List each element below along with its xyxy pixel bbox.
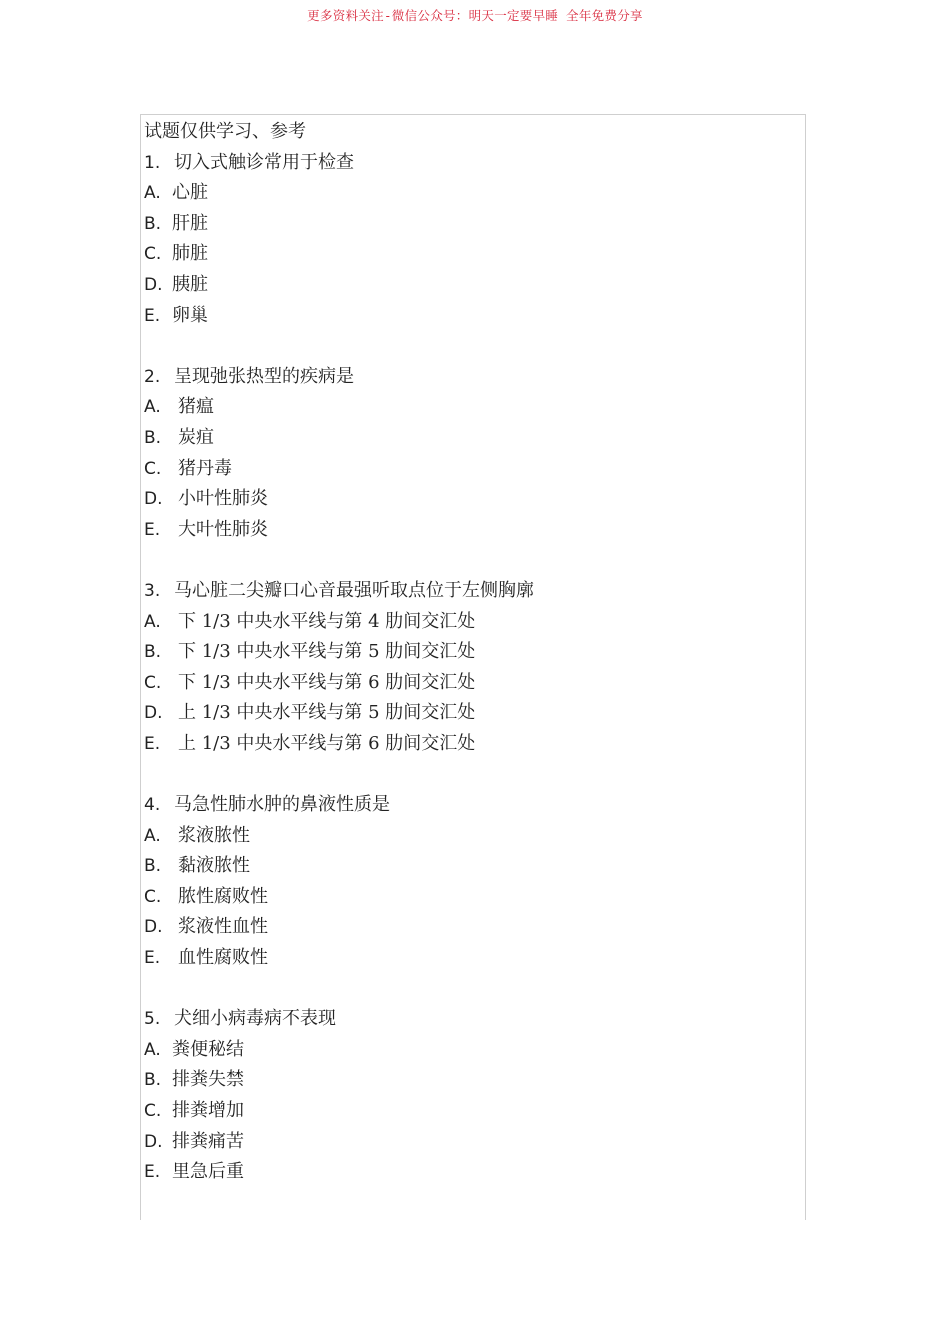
question-block: [144, 1004, 794, 1188]
option-line: [144, 1065, 794, 1096]
option-line: [144, 239, 794, 270]
option-letter: A.: [144, 611, 161, 632]
option-letter: B.: [144, 642, 162, 663]
spacer: [144, 545, 794, 576]
option-text: 肺脏: [172, 243, 208, 265]
spacer: [144, 759, 794, 790]
question-line: [144, 1004, 794, 1035]
option-text: 下 1/3 中央水平线与第 5 肋间交汇处: [178, 641, 476, 663]
option-letter: B.: [144, 856, 162, 877]
question-number: 1.: [144, 152, 161, 173]
option-text: 浆液脓性: [178, 824, 250, 846]
question-block: [144, 148, 794, 332]
option-text: 排粪增加: [172, 1100, 244, 1121]
question-line: [144, 362, 794, 393]
option-text: 猪瘟: [178, 396, 214, 418]
question-block: [144, 576, 794, 760]
option-text: 上 1/3 中央水平线与第 5 肋间交汇处: [178, 702, 476, 724]
option-line: [144, 729, 794, 760]
option-line: [144, 912, 794, 943]
question-line: [144, 148, 794, 179]
notice-text: 试题仅供学习、参考: [144, 121, 306, 142]
option-text: 胰脏: [172, 273, 208, 295]
option-text: 血性腐败性: [178, 947, 268, 969]
option-line: [144, 392, 794, 423]
option-text: 卵巢: [172, 304, 208, 326]
option-line: [144, 515, 794, 546]
option-letter: A.: [144, 1039, 161, 1060]
question-number: 4.: [144, 795, 161, 816]
option-text: 炭疽: [178, 426, 214, 448]
option-line: [144, 1127, 794, 1158]
option-letter: D.: [144, 274, 163, 295]
option-line: [144, 209, 794, 240]
option-letter: E.: [144, 948, 161, 969]
option-letter: C.: [144, 672, 162, 693]
option-text: 黏液脓性: [178, 855, 250, 877]
question-text: 马心脏二尖瓣口心音最强听取点位于左侧胸廓: [174, 579, 534, 601]
option-text: 心脏: [172, 182, 208, 204]
option-text: 猪丹毒: [178, 457, 232, 479]
option-line: [144, 821, 794, 852]
option-letter: B.: [144, 213, 162, 234]
option-letter: E.: [144, 519, 161, 540]
question-number: 2.: [144, 366, 161, 387]
option-line: [144, 1035, 794, 1066]
option-letter: D.: [144, 1131, 163, 1152]
question-block: [144, 790, 794, 974]
question-text: 呈现弛张热型的疾病是: [174, 365, 354, 387]
option-letter: D.: [144, 489, 163, 510]
option-letter: C.: [144, 1101, 162, 1121]
option-letter: E.: [144, 733, 161, 754]
option-line: [144, 882, 794, 913]
option-line: [144, 607, 794, 638]
question-text: 马急性肺水肿的鼻液性质是: [174, 794, 390, 816]
option-line: [144, 943, 794, 974]
option-letter: E.: [144, 305, 161, 326]
top-banner: 更多资料关注-微信公众号：明天一定要早睡 全年免费分享: [307, 8, 643, 23]
question-text: 切入式触诊常用于检查: [174, 151, 354, 173]
option-line: [144, 1096, 794, 1127]
option-line: [144, 484, 794, 515]
option-line: [144, 668, 794, 699]
option-line: [144, 178, 794, 209]
option-text: 下 1/3 中央水平线与第 4 肋间交汇处: [178, 610, 476, 632]
option-line: [144, 270, 794, 301]
option-letter: A.: [144, 825, 161, 846]
option-letter: D.: [144, 703, 163, 724]
option-line: [144, 637, 794, 668]
option-letter: E.: [144, 1162, 161, 1183]
option-letter: A.: [144, 183, 161, 204]
option-text: 排粪痛苦: [172, 1130, 244, 1152]
option-letter: C.: [144, 244, 162, 265]
option-text: 排粪失禁: [172, 1069, 244, 1091]
option-text: 里急后重: [172, 1161, 244, 1183]
option-line: [144, 1157, 794, 1188]
option-text: 小叶性肺炎: [178, 488, 268, 510]
option-line: [144, 851, 794, 882]
question-line: [144, 576, 794, 607]
question-block: [144, 362, 794, 546]
option-letter: B.: [144, 427, 162, 448]
question-sheet: [144, 117, 794, 1188]
option-line: [144, 301, 794, 332]
option-text: 浆液性血性: [178, 916, 268, 938]
option-line: [144, 423, 794, 454]
option-text: 上 1/3 中央水平线与第 6 肋间交汇处: [178, 732, 476, 754]
option-text: 下 1/3 中央水平线与第 6 肋间交汇处: [178, 671, 476, 693]
option-letter: D.: [144, 917, 163, 938]
question-text: 犬细小病毒病不表现: [174, 1008, 336, 1030]
question-number: 5.: [144, 1009, 161, 1030]
question-number: 3.: [144, 580, 161, 601]
option-letter: B.: [144, 1070, 162, 1091]
option-letter: A.: [144, 397, 161, 418]
option-text: 大叶性肺炎: [178, 518, 268, 540]
option-text: 脓性腐败性: [178, 885, 268, 907]
option-letter: C.: [144, 886, 162, 907]
option-line: [144, 698, 794, 729]
option-text: 肝脏: [172, 212, 208, 234]
spacer: [144, 974, 794, 1005]
spacer: [144, 331, 794, 362]
option-text: 粪便秘结: [172, 1038, 244, 1060]
option-letter: C.: [144, 458, 162, 479]
option-line: [144, 454, 794, 485]
question-line: [144, 790, 794, 821]
